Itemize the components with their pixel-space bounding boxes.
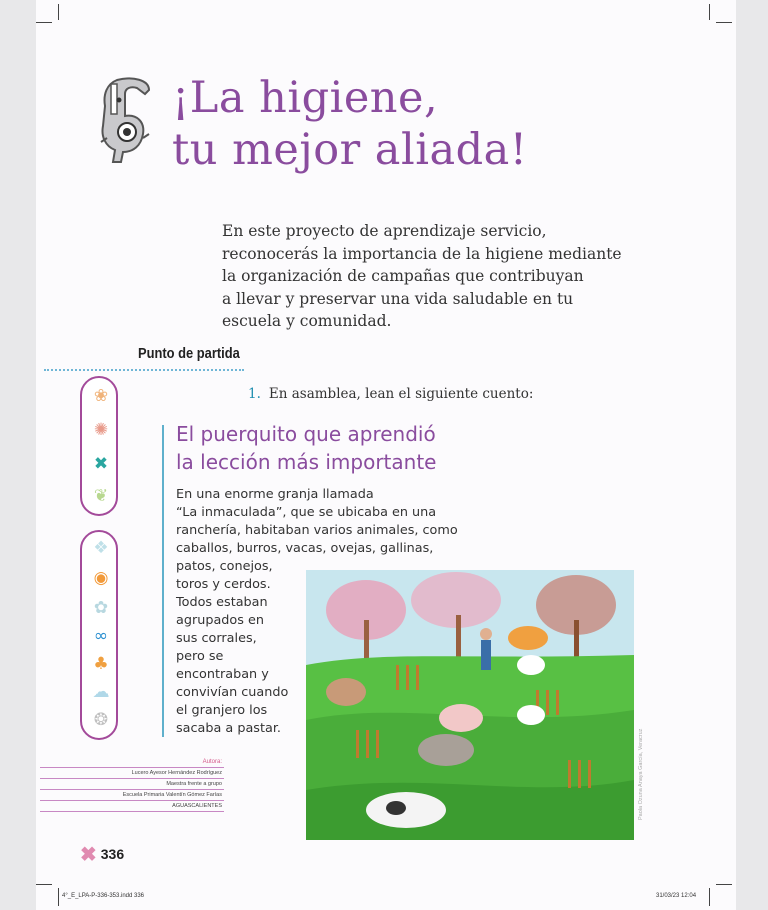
story-line: encontraban y: [176, 667, 269, 682]
crop-mark: [716, 22, 732, 23]
ornament-icon: ✖: [80, 844, 97, 866]
intro-line: la organización de campañas que contribuyan: [222, 267, 584, 285]
ornament-icon: ❂: [93, 710, 109, 730]
story-title-line: El puerquito que aprendió: [176, 422, 436, 446]
story-line: pero se: [176, 649, 224, 664]
ornament-icon: ✿: [93, 598, 109, 618]
author-block: [40, 757, 224, 812]
author-role: Maestra frente a grupo: [40, 779, 224, 790]
story-line: toros y cerdos.: [176, 577, 271, 592]
intro-line: reconocerás la importancia de la higiene mediante: [222, 244, 622, 263]
ornament-icon: ✖: [93, 454, 109, 474]
page-title: [172, 72, 528, 176]
page-number: [80, 842, 124, 867]
footer-date: 31/03/23 12:04: [656, 893, 697, 899]
crop-mark: [58, 888, 59, 906]
ornament-pill-top: [80, 376, 118, 516]
illustration-credit: Paola Ozuna Anaya García, Veracruz: [638, 728, 644, 820]
intro-line: escuela y comunidad.: [222, 312, 392, 330]
story-line: caballos, burros, vacas, ovejas, gallinas,: [176, 541, 434, 556]
story-title: [176, 420, 436, 476]
section-heading: Punto de partida: [138, 345, 240, 362]
footer-file: 4°_E_LPA-P-336-353.indd 336: [62, 893, 145, 899]
crop-mark: [58, 4, 59, 20]
story-line: En una enorme granja llamada: [176, 487, 374, 502]
title-line: tu mejor aliada!: [172, 125, 528, 175]
intro-line: a llevar y preservar una vida saludable en tu: [222, 289, 574, 308]
step-instruction: [248, 386, 533, 402]
author-school: Escuela Primaria Valentín Gómez Farías: [40, 790, 224, 801]
story-line: ranchería, habitaban varios animales, como: [176, 523, 458, 538]
ornament-icon: ◉: [93, 568, 109, 588]
ornament-icon: ♣: [93, 654, 109, 674]
title-line: ¡La higiene,: [172, 73, 439, 123]
author-name: Lucero Ayesor Hernández Rodríguez: [40, 768, 224, 779]
mascot-icon: [97, 76, 153, 164]
section-divider: [44, 369, 244, 371]
crop-mark: [36, 22, 52, 23]
ornament-pill-bottom: [80, 530, 118, 740]
story-rule: [162, 425, 164, 737]
ornament-icon: ❖: [93, 538, 109, 558]
story-line: convivían cuando: [176, 685, 289, 700]
step-text: En asamblea, lean el siguiente cuento:: [268, 386, 534, 402]
step-number: 1.: [248, 386, 261, 402]
page-number-text: 336: [100, 846, 125, 862]
story-line: “La inmaculada”, que se ubicaba en una: [176, 505, 437, 520]
intro-paragraph: [222, 220, 662, 333]
story-line: agrupados en: [176, 613, 264, 628]
farm-illustration: [306, 570, 634, 840]
author-header: Autora:: [40, 757, 224, 768]
story-line: sacaba a pastar.: [176, 721, 281, 736]
author-state: AGUASCALIENTES: [40, 801, 224, 812]
story-line: Todos estaban: [176, 595, 268, 610]
crop-mark: [709, 888, 710, 906]
story-line: patos, conejos,: [176, 559, 273, 574]
crop-mark: [36, 884, 52, 885]
story-line: sus corrales,: [176, 631, 257, 646]
ornament-icon: ∞: [93, 626, 109, 646]
ornament-icon: ❀: [93, 386, 109, 406]
story-line: el granjero los: [176, 703, 268, 718]
crop-mark: [716, 884, 732, 885]
ornament-icon: ☁: [92, 682, 110, 702]
story-title-line: la lección más importante: [176, 450, 437, 474]
intro-line: En este proyecto de aprendizaje servicio,: [222, 222, 547, 240]
ornament-icon: ✺: [93, 420, 109, 440]
crop-mark: [709, 4, 710, 20]
ornament-icon: ❦: [93, 486, 109, 506]
